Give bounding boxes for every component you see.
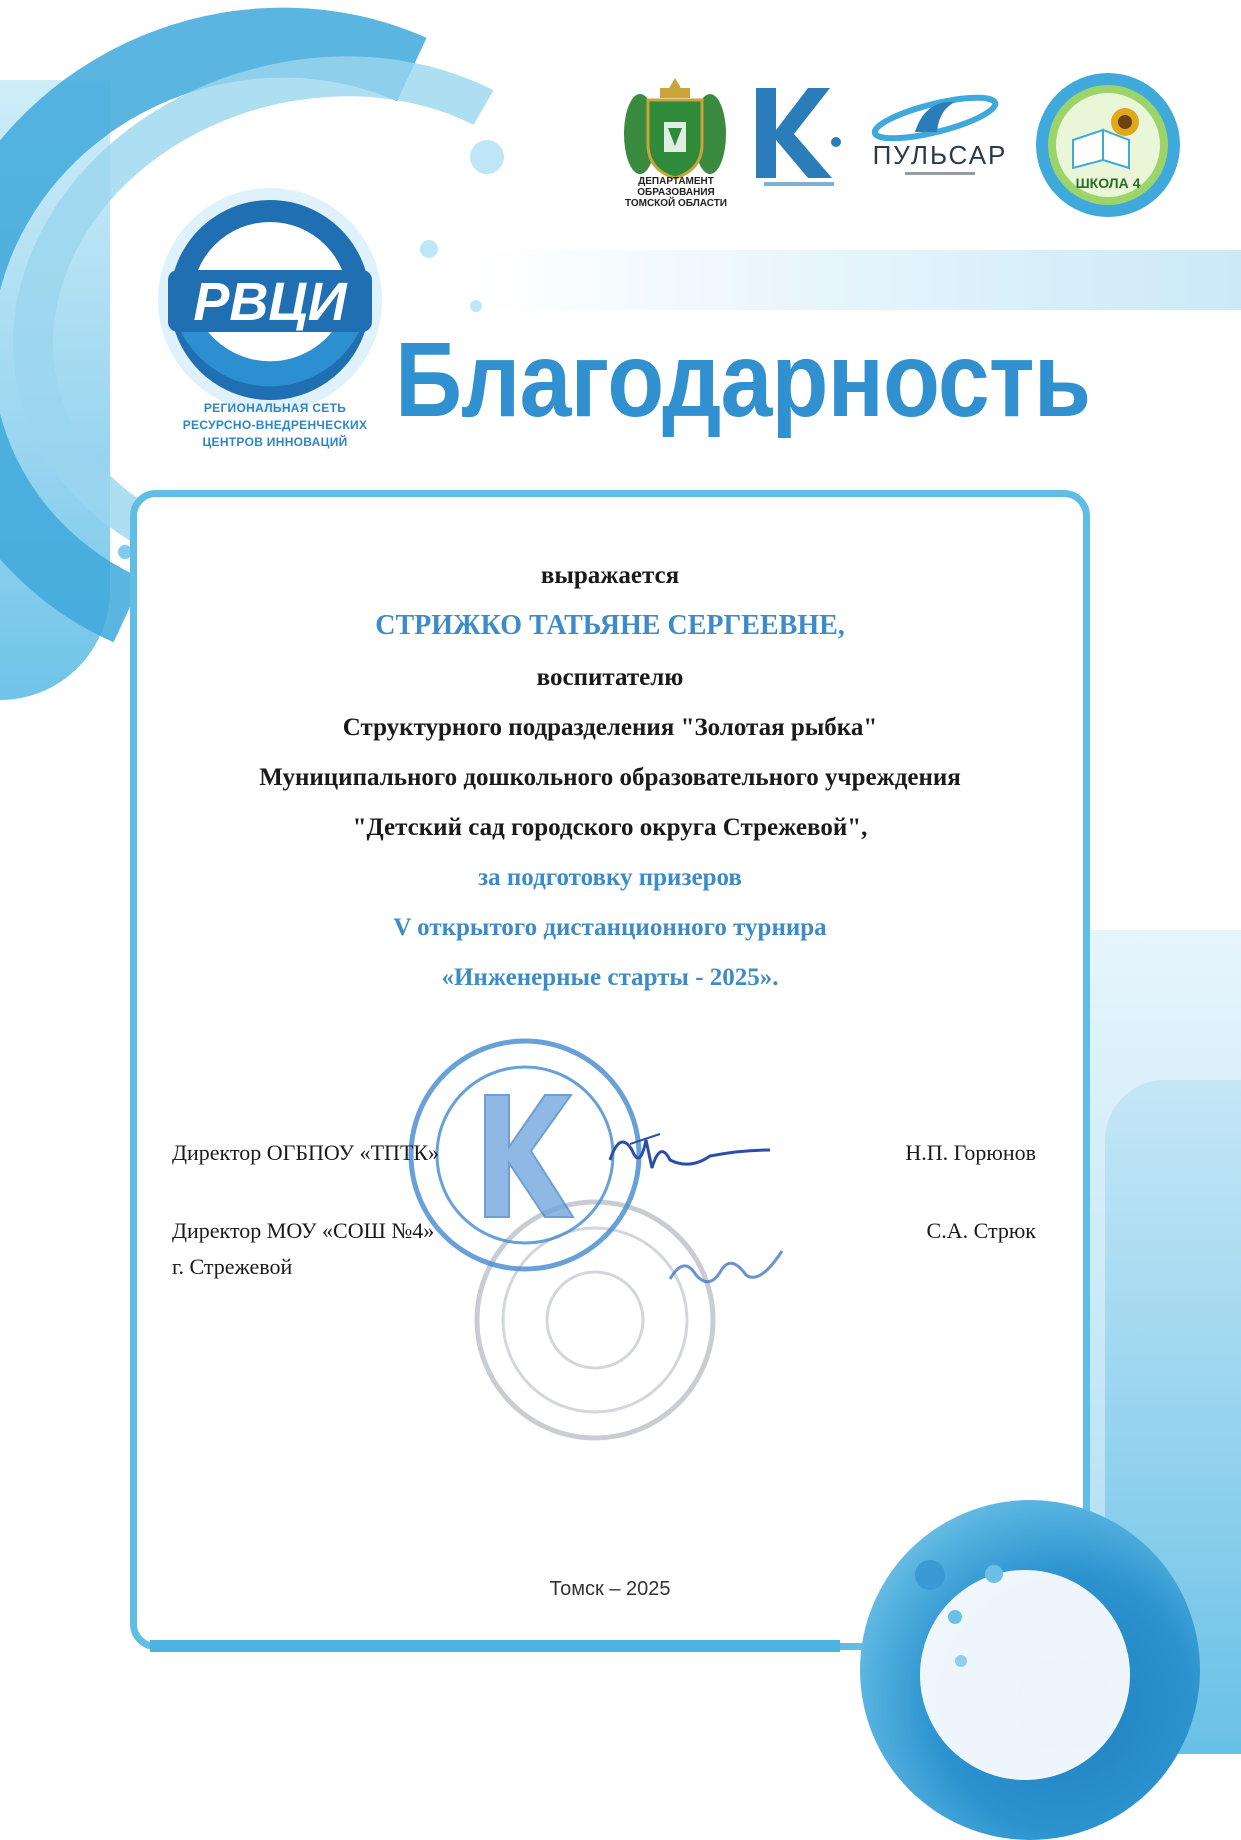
rvci-subtitle-line: ЦЕНТРОВ ИННОВАЦИЙ — [202, 435, 348, 449]
department-caption-line: ТОМСКОЙ ОБЛАСТИ — [624, 198, 727, 209]
signatory-2-name: С.А. Стрюк — [926, 1218, 1036, 1243]
signatory-1-title: Директор ОГБПОУ «ТПТК» — [172, 1140, 440, 1165]
reason-line-1: за подготовку призеров — [478, 864, 742, 891]
rvci-subtitle-line: РЕСУРСНО-ВНЕДРЕНЧЕСКИХ — [182, 418, 368, 432]
decor-bubble — [955, 1655, 967, 1667]
reason-line-2: V открытого дистанционного турнира — [393, 914, 827, 941]
decor-bubble — [420, 240, 438, 258]
intro-text: выражается — [540, 562, 680, 589]
organization-line-2: Муниципального дошкольного образовательного учреждения — [259, 764, 961, 791]
department-caption-line: ОБРАЗОВАНИЯ — [637, 187, 715, 198]
organization-line-1: Структурного подразделения "Золотая рыбка" — [342, 714, 878, 741]
k-college-logo — [750, 82, 850, 192]
school-logo — [1033, 70, 1183, 220]
decor-bottom-right-circle-inner — [920, 1570, 1130, 1780]
department-caption-line: ДЕПАРТАМЕНТ — [638, 176, 714, 187]
rvci-logo-text: РВЦИ — [193, 272, 347, 332]
reason-line-3: «Инженерные старты - 2025». — [441, 964, 779, 991]
rvci-subtitle — [170, 400, 380, 451]
signature-2 — [660, 1235, 790, 1305]
school-logo-text: ШКОЛА 4 — [1075, 175, 1141, 191]
decor-top-band — [480, 250, 1241, 310]
signatory-1-name: Н.П. Горюнов — [905, 1140, 1036, 1165]
signatory-2-city: г. Стрежевой — [172, 1254, 293, 1279]
pulsar-logo — [855, 80, 1025, 190]
decor-bubble — [470, 140, 504, 174]
footer-place-year: Томск – 2025 — [549, 1578, 671, 1600]
recipient-name: СТРИЖКО ТАТЬЯНЕ СЕРГЕЕВНЕ, — [375, 610, 845, 641]
department-caption — [612, 176, 740, 209]
recipient-position: воспитателю — [536, 664, 684, 691]
rvci-logo — [150, 180, 390, 420]
signature-1 — [600, 1120, 780, 1190]
pulsar-logo-text: ПУЛЬСАР — [872, 140, 1008, 170]
decor-bottom-bar — [150, 1640, 840, 1652]
signatory-2-title: Директор МОУ «СОШ №4» — [172, 1218, 435, 1243]
decor-bubble — [470, 300, 482, 312]
decor-bubble — [948, 1610, 962, 1624]
organization-line-3: "Детский сад городского округа Стрежевой", — [352, 814, 868, 841]
rvci-subtitle-line: РЕГИОНАЛЬНАЯ СЕТЬ — [203, 401, 347, 415]
coat-of-arms-icon — [620, 72, 730, 184]
certificate-title: Благодарность — [395, 321, 1091, 439]
